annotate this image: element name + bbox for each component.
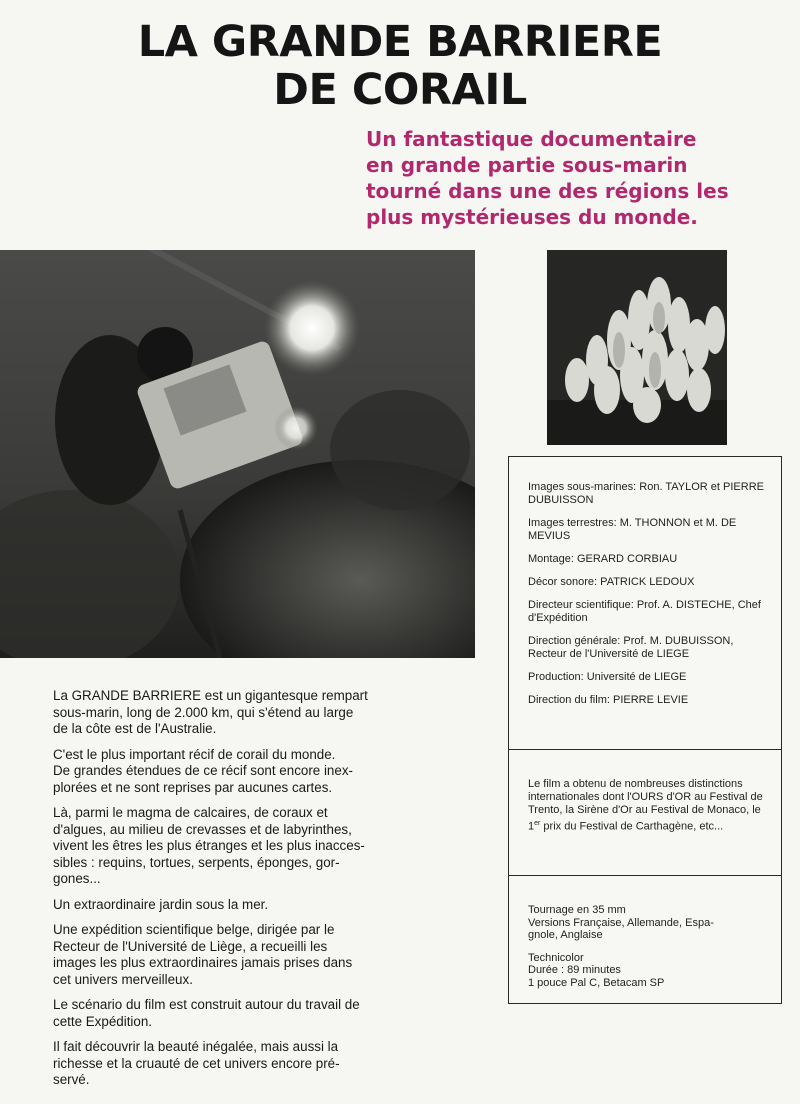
credit-role: Images terrestres : — [528, 517, 620, 529]
credit-entry — [528, 481, 773, 507]
text-line: De grandes étendues de ce récif sont encore inex- — [53, 763, 353, 778]
tech-line: Versions Française, Allemande, Espa- — [528, 916, 714, 929]
text-line: cette Expédition. — [53, 1013, 153, 1029]
credit-name: M. THONNON et M. DE MEVIUS — [528, 517, 737, 542]
awards-superscript: er — [534, 820, 541, 827]
text-line: cet univers merveilleux. — [53, 971, 193, 987]
paragraph — [53, 897, 403, 914]
text-line: sous-marin, long de 2.000 km, qui s'étend au large — [53, 704, 354, 720]
title-line-1: LA GRANDE BARRIERE — [137, 17, 663, 67]
paragraph — [53, 922, 403, 988]
credit-name: Ron. TAYLOR et PIERRE DUBUISSON — [528, 481, 764, 506]
credit-role: Direction générale : — [528, 635, 623, 647]
credit-entry — [528, 576, 773, 589]
divider — [509, 875, 781, 876]
tagline-line: plus mystérieuses du monde. — [366, 205, 698, 229]
text-line: gones... — [53, 871, 101, 886]
credit-entry — [528, 694, 773, 707]
credit-name: Prof. A. DISTECHE, Chef d'Expédition — [528, 599, 761, 624]
tagline-line: en grande partie sous-marin — [366, 153, 688, 177]
paragraph — [53, 688, 403, 738]
tagline-line: tourné dans une des régions les — [366, 179, 729, 203]
diver-camera-photo — [0, 250, 475, 658]
text-line: images les plus extraordinaires jamais prises dans — [53, 955, 353, 970]
credits-panel — [508, 456, 782, 1004]
credit-entry — [528, 599, 773, 625]
text-line: Le scénario du film est construit autour du travail de — [53, 997, 360, 1012]
awards-text-part: prix du Festival de Carthagène, etc... — [540, 820, 724, 833]
title-line-2: DE CORAIL — [273, 65, 527, 115]
tech-line: 1 pouce Pal C, Betacam SP — [528, 976, 665, 989]
divider — [509, 749, 781, 750]
tagline — [366, 126, 786, 230]
paragraph — [53, 747, 403, 797]
tech-line: Tournage en 35 mm — [528, 904, 626, 916]
credit-name: PIERRE LEVIE — [612, 694, 689, 706]
awards-text — [528, 778, 768, 834]
credit-name: Université de LIEGE — [586, 671, 687, 683]
page-title — [0, 18, 800, 114]
body-text — [53, 688, 403, 1098]
paragraph — [53, 805, 403, 888]
tech-line: Durée : 89 minutes — [528, 964, 621, 976]
credit-role: Production : — [528, 671, 587, 683]
text-line: sibles : requins, tortues, serpents, éponges, gor- — [53, 854, 340, 870]
credit-role: Direction du film : — [528, 694, 613, 706]
credits-list — [528, 481, 773, 717]
credit-role: Montage : — [528, 553, 577, 565]
text-line: d'algues, au milieu de crevasses et de labyrinthes, — [53, 821, 352, 837]
credit-role: Décor sonore : — [528, 576, 600, 588]
credit-name: GERARD CORBIAU — [576, 553, 678, 565]
credit-entry — [528, 553, 773, 566]
text-line: de la côte est de l'Australie. — [53, 721, 217, 736]
text-line: Un extraordinaire jardin sous la mer. — [53, 896, 269, 912]
credit-role: Directeur scientifique : — [528, 599, 637, 611]
credit-name: Prof. M. DUBUISSON, Recteur de l'Université de LIEGE — [528, 635, 734, 660]
paragraph — [53, 997, 403, 1030]
text-line: plorées et ne sont reprises par aucunes cartes. — [53, 779, 333, 795]
text-line: servé. — [53, 1072, 90, 1087]
paragraph — [53, 1039, 403, 1089]
credit-entry — [528, 671, 773, 684]
text-line: Il fait découvrir la beauté inégalée, mais aussi la — [53, 1039, 339, 1054]
coral-photo — [547, 250, 727, 445]
tagline-line: Un fantastique documentaire — [366, 127, 697, 151]
text-line: richesse et la cruauté de cet univers encore pré- — [53, 1055, 340, 1071]
text-line: Une expédition scientifique belge, dirigée par le — [53, 922, 335, 937]
awards-text-part: Le film a obtenu de nombreuses distinctions internationales dont l'OURS d'OR au Festival de Trento, la Sirène d'Or au Festival de Monaco, le 1 — [528, 778, 763, 833]
credit-entry — [528, 635, 773, 661]
text-line: La GRANDE BARRIERE est un gigantesque rempart — [53, 688, 368, 703]
tech-line: gnole, Anglaise — [528, 929, 603, 941]
text-line: C'est le plus important récif de corail du monde. — [53, 746, 336, 762]
credit-entry — [528, 517, 773, 543]
credit-role: Images sous-marines : — [528, 481, 639, 493]
credit-name: PATRICK LEDOUX — [600, 576, 695, 588]
technical-specs — [528, 904, 768, 989]
tech-line: Technicolor — [528, 951, 584, 964]
text-line: Là, parmi le magma de calcaires, de coraux et — [53, 805, 328, 820]
text-line: vivent les êtres les plus étranges et les plus inacces- — [53, 838, 365, 853]
text-line: Recteur de l'Université de Liège, a recueilli les — [53, 938, 328, 954]
